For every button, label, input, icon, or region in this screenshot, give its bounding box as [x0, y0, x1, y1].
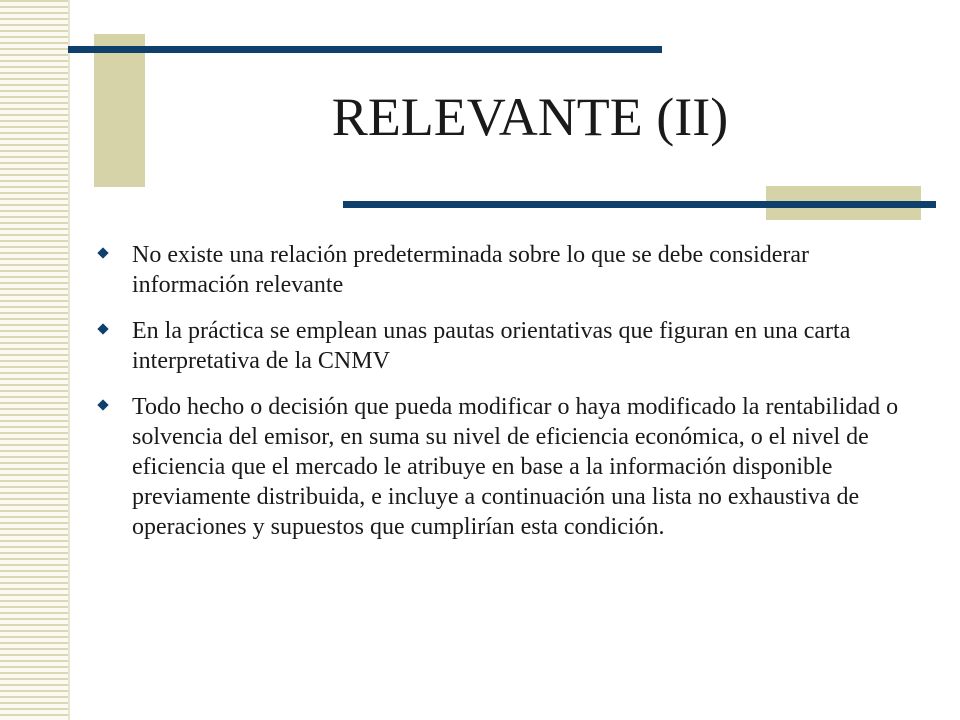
diamond-bullet-icon	[97, 399, 108, 410]
bullet-text: En la práctica se emplean unas pautas orientativas que figuran en una carta interpretativa de la CNMV	[132, 318, 851, 374]
slide-title: RELEVANTE (II)	[331, 87, 729, 147]
bullet-item	[96, 316, 926, 376]
diamond-bullet-icon	[97, 247, 108, 258]
left-band-edge	[68, 0, 70, 720]
diamond-bullet-icon	[97, 323, 108, 334]
top-accent-block	[94, 34, 145, 187]
bottom-title-rule	[343, 201, 936, 208]
bullet-text: Todo hecho o decisión que pueda modificar o haya modificado la rentabilidad o solvencia del emisor, en suma su nivel de eficiencia económica, o el nivel de eficiencia que el mercado le atribuye en base a la información disponible previamente distribuida, e incluye a continuación una lista no exhaustiva de operaciones y supuestos que cumplirían esta condición.	[132, 394, 899, 540]
top-title-rule	[68, 46, 662, 53]
bullet-item	[96, 240, 926, 300]
bullet-item	[96, 392, 926, 542]
bullet-text: No existe una relación predeterminada sobre lo que se debe considerar información relevante	[132, 242, 810, 298]
left-striped-band	[0, 0, 70, 720]
bullet-list	[96, 240, 926, 558]
